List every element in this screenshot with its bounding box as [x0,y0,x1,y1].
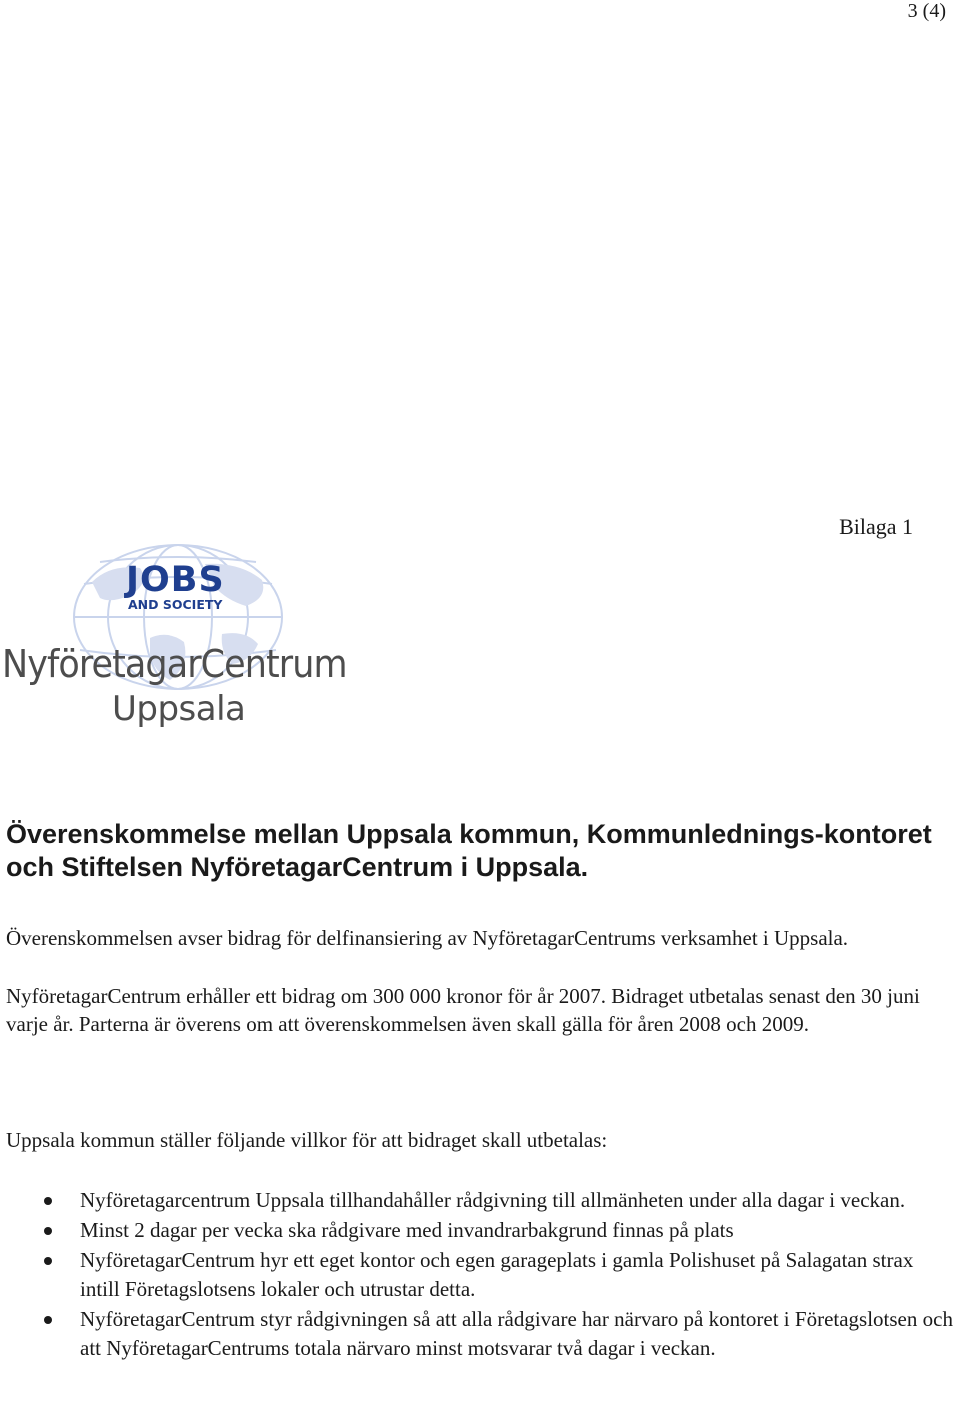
appendix-label: Bilaga 1 [839,514,913,539]
logo-wordmark: NyföretagarCentrum [2,642,347,686]
list-item-text: Minst 2 dagar per vecka ska rådgivare med invandrarbakgrund finnas på plats [80,1218,734,1242]
logo-jobs-text: JOBS [126,560,225,600]
list-item [0,1305,958,1363]
document-title: Överenskommelse mellan Uppsala kommun, Kommunlednings-kontoret och Stiftelsen NyföretagarCentrum i Uppsala. [6,819,932,882]
paragraph-purpose: Överenskommelsen avser bidrag för delfinansiering av NyföretagarCentrums verksamhet i Uppsala. [6,926,849,950]
page-number: 3 (4) [907,0,946,22]
paragraph-grant: NyföretagarCentrum erhåller ett bidrag om 300 000 kronor för år 2007. Bidraget utbetalas senast den 30 juni varje år. Parterna är överens om att överenskommelsen även skall gälla för åren 2008 och 2009. [6,984,920,1036]
logo-city: Uppsala [112,689,246,729]
list-item [0,1186,958,1215]
list-item-text: Nyföretagarcentrum Uppsala tillhandahåller rådgivning till allmänheten under alla dagar i veckan. [80,1188,906,1212]
paragraph-conditions-intro: Uppsala kommun ställer följande villkor för att bidraget skall utbetalas: [6,1128,608,1152]
bullet-icon [44,1316,52,1324]
list-item [0,1216,958,1245]
bullet-icon [44,1257,52,1265]
bullet-icon [44,1227,52,1235]
list-item-text: NyföretagarCentrum styr rådgivningen så att alla rådgivare har närvaro på kontoret i Företagslotsen och att NyföretagarCentrums totala närvaro minst motsvarar två dagar i veckan. [80,1307,953,1360]
conditions-list [0,1186,958,1364]
bullet-icon [44,1197,52,1205]
list-item-text: NyföretagarCentrum hyr ett eget kontor och egen garageplats i gamla Polishuset på Salagatan strax intill Företagslotsens lokaler och utrustar detta. [80,1248,914,1301]
logo-society-text: AND SOCIETY [128,597,223,612]
list-item [0,1246,958,1304]
